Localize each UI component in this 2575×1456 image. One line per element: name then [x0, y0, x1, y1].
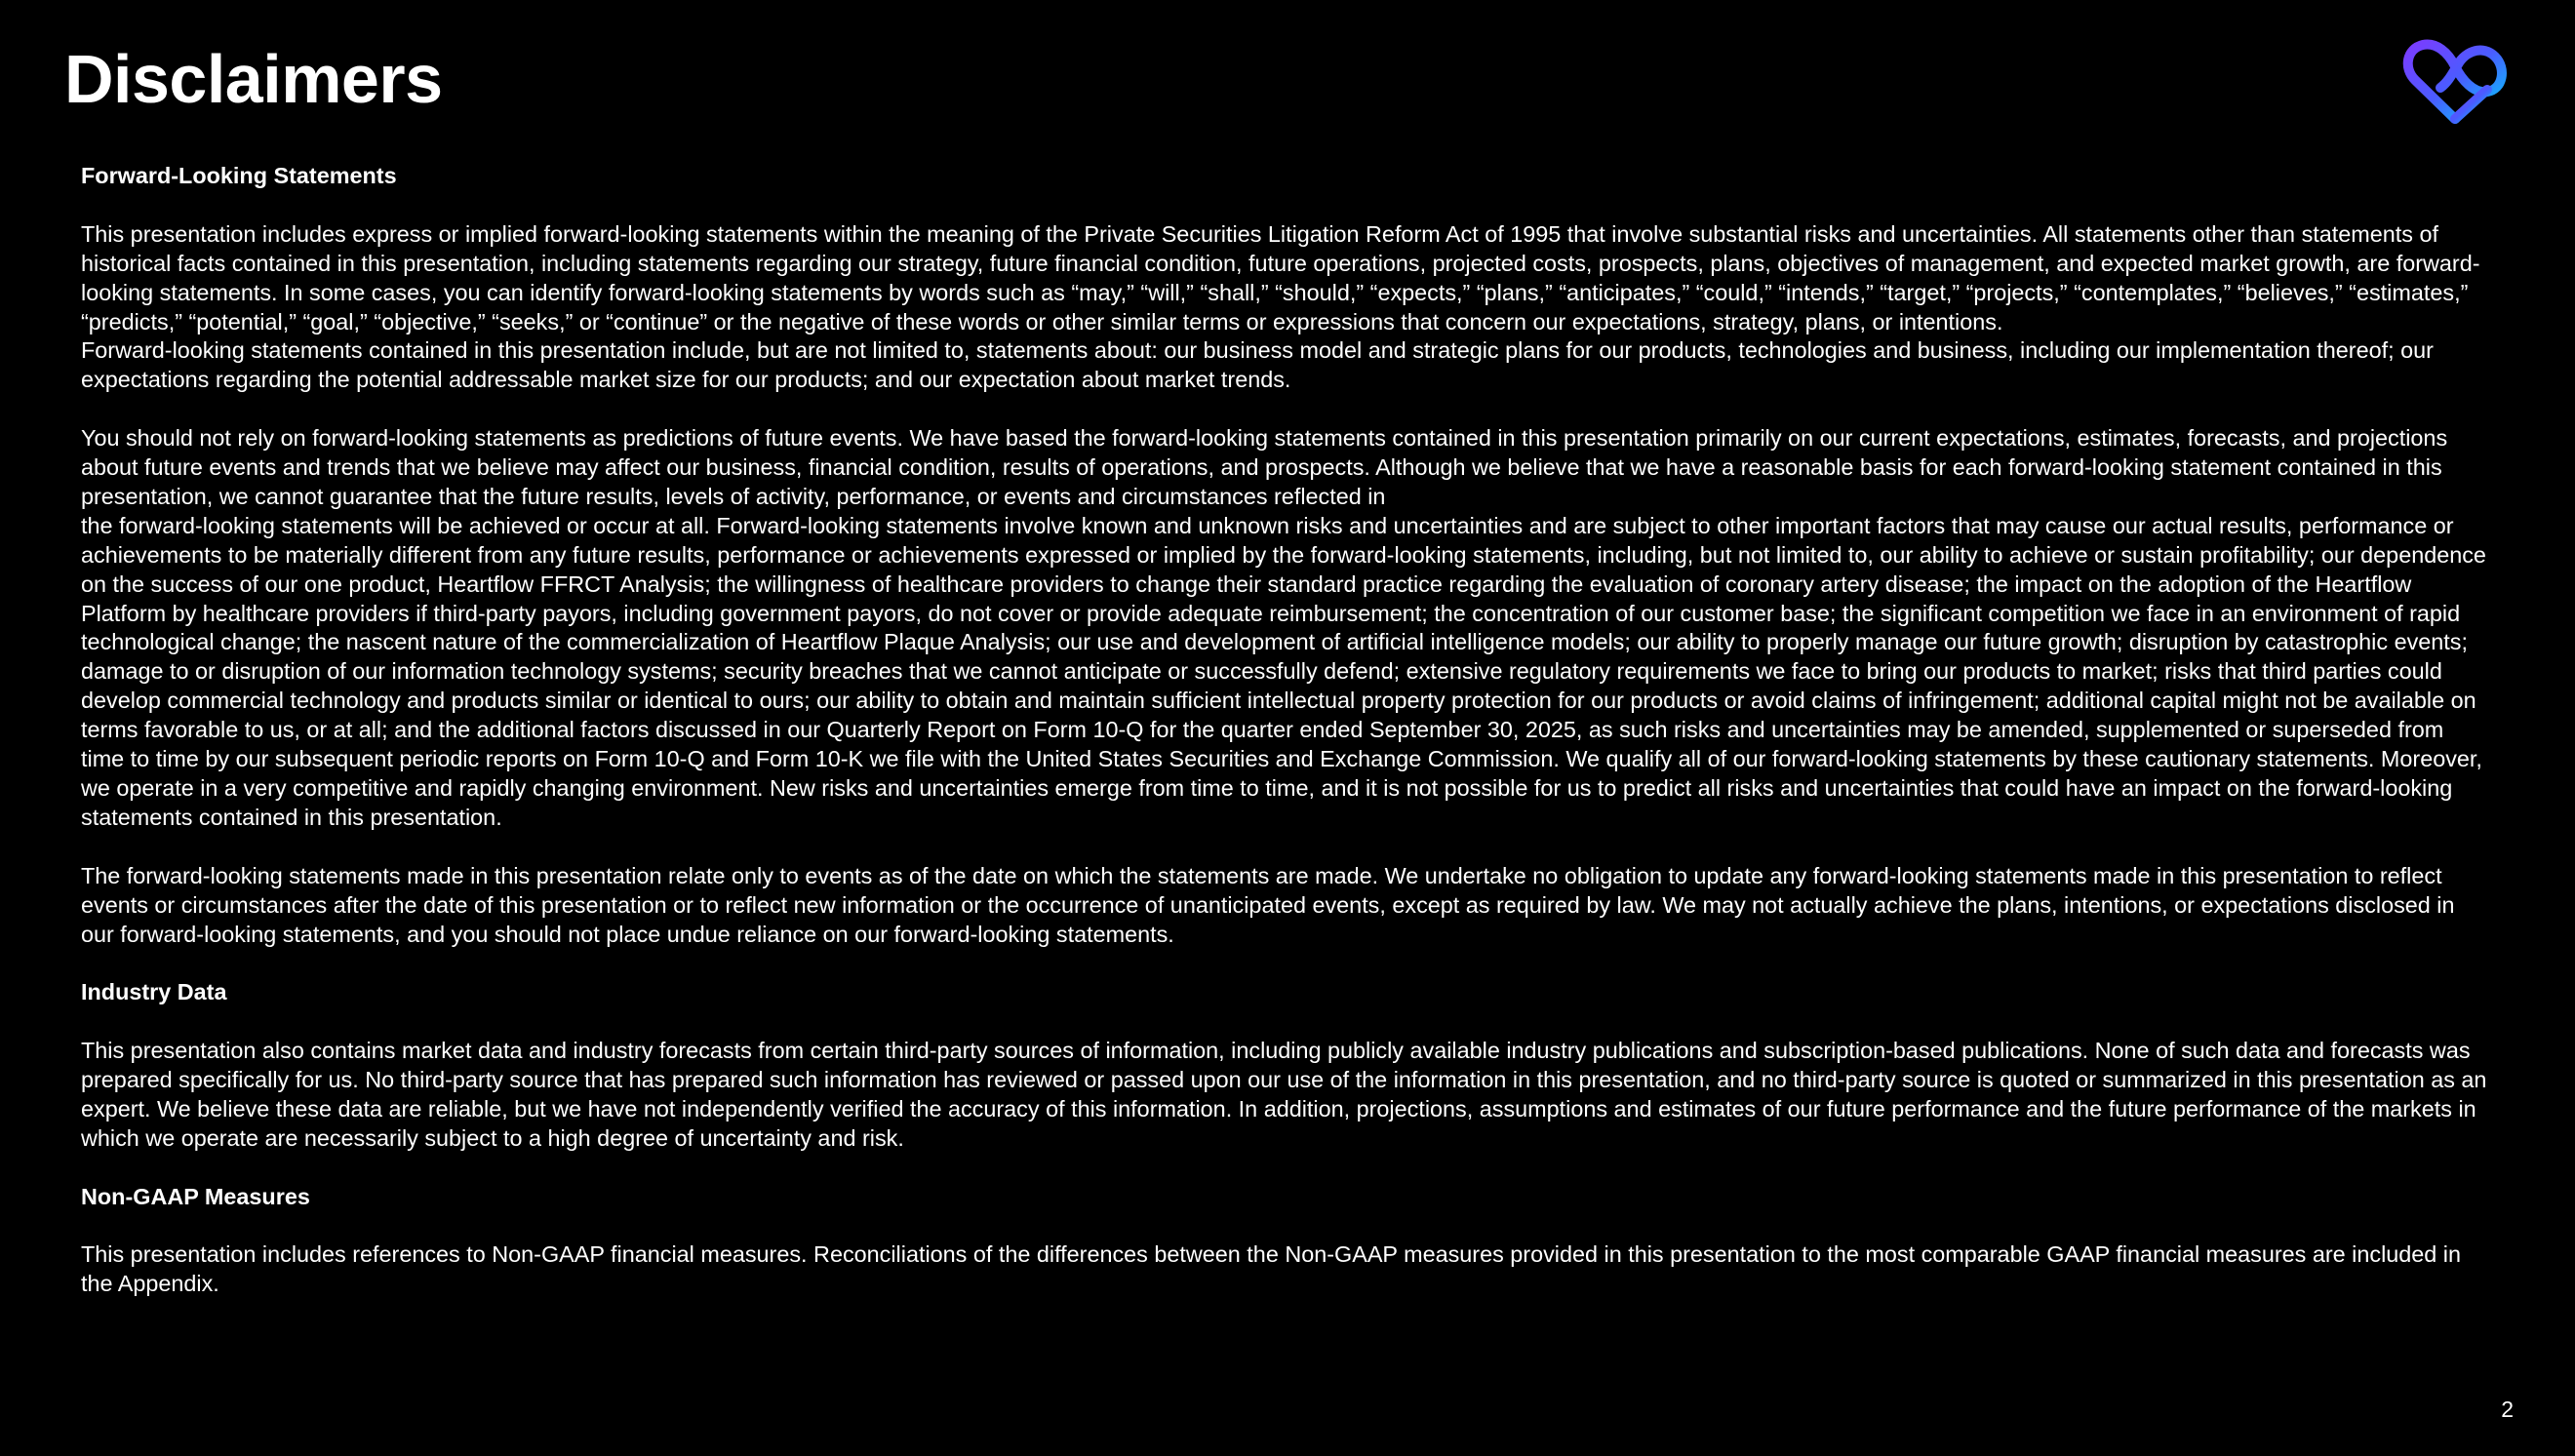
spacer — [81, 949, 2490, 978]
non-gaap-paragraph: This presentation includes references to Non-GAAP financial measures. Reconciliations of the differences between the Non-GAAP measures provided in this presentation to the most comparable GAAP financial measures are included in the Appendix. — [81, 1241, 2462, 1297]
forward-looking-paragraph-3b: the forward-looking statements will be achieved or occur at all. Forward-looking statements involve known and unknown risks and uncertainties and are subject to other important factors that may cause our actual results, performance or achievements to be materially different from any future results, performance or achievements expressed or implied by the forward-looking statements, including, but not limited to, our ability to achieve or sustain profitability; our dependence on the success of our one product, Heartflow FFRCT Analysis; the willingness of healthcare providers to change their standard practice regarding the evaluation of coronary artery disease; the impact on the adoption of the Heartflow Platform by healthcare providers if third-party payors, including government payors, do not cover or provide adequate reimbursement; the concentration of our customer base; the significant competition we face in an environment of rapid technological change; the nascent nature of the commercialization of Heartflow Plaque Analysis; our use and development of artificial intelligence models; our ability to properly manage our future growth; disruption by catastrophic events; damage to or disruption of our information technology systems; security breaches that we cannot anticipate or successfully defend; extensive regulatory requirements we face to bring our products to market; risks that third parties could develop commercial technology and products similar or identical to ours; our ability to obtain and maintain sufficient intellectual property protection for our products or avoid claims of infringement; additional capital might not be available on terms favorable to us, or at all; and the additional factors discussed in our Quarterly Report on Form 10-Q for the quarter ended September 30, 2025, as such risks and uncertainties may be amended, supplemented or superseded from time to time by our subsequent periodic reports on Form 10-Q and Form 10-K we file with the United States Securities and Exchange Commission. We qualify all of our forward-looking statements by these cautionary statements. Moreover, we operate in a very competitive and rapidly changing environment. New risks and uncertainties emerge from time to time, and it is not possible for us to predict all risks and uncertainties that could have an impact on the forward-looking statements contained in this presentation. — [81, 512, 2486, 830]
forward-looking-paragraph-3a: You should not rely on forward-looking statements as predictions of future events. We have based the forward-looking statements contained in this presentation primarily on our current expectations, estimates, forecasts, and projections about future events and trends that we believe may affect our business, financial condition, results of operations, and prospects. Although we believe that we have a reasonable basis for each forward-looking statement contained in this presentation, we cannot guarantee that the future results, levels of activity, performance, or events and circumstances reflected in — [81, 425, 2448, 509]
industry-data-heading: Industry Data — [81, 979, 227, 1005]
spacer — [81, 833, 2490, 862]
heartflow-logo-icon — [2397, 35, 2513, 129]
disclaimer-body — [81, 162, 2490, 1299]
heart-loop-icon — [2397, 35, 2513, 129]
spacer — [81, 395, 2490, 424]
forward-looking-paragraph-2: Forward-looking statements contained in this presentation include, but are not limited to, statements about: our business model and strategic plans for our products, technologies and business, including our implementation thereof; our expectations regarding the potential addressable market size for our products; and our expectation about market trends. — [81, 337, 2434, 393]
spacer — [81, 191, 2490, 220]
industry-data-paragraph: This presentation also contains market data and industry forecasts from certain third-party sources of information, including publicly available industry publications and subscription-based publications. None of such data and forecasts was prepared specifically for us. No third-party source that has prepared such information has reviewed or passed upon our use of the information in this presentation, and no third-party source is quoted or summarized in this presentation as an expert. We believe these data are reliable, but we have not independently verified the accuracy of this information. In addition, projections, assumptions and estimates of our future performance and the future performance of the markets in which we operate are necessarily subject to a high degree of uncertainty and risk. — [81, 1038, 2487, 1151]
page-title: Disclaimers — [64, 41, 443, 117]
spacer — [81, 1007, 2490, 1037]
non-gaap-heading: Non-GAAP Measures — [81, 1183, 310, 1209]
spacer — [81, 1154, 2490, 1183]
forward-looking-heading: Forward-Looking Statements — [81, 163, 397, 188]
spacer — [81, 1212, 2490, 1241]
forward-looking-paragraph-1: This presentation includes express or implied forward-looking statements within the meaning of the Private Securities Litigation Reform Act of 1995 that involve substantial risks and uncertainties. All statements other than statements of historical facts contained in this presentation, including statements regarding our strategy, future financial condition, future operations, projected costs, prospects, plans, objectives of management, and expected market growth, are forward-looking statements. In some cases, you can identify forward-looking statements by words such as “may,” “will,” “shall,” “should,” “expects,” “plans,” “anticipates,” “could,” “intends,” “target,” “projects,” “contemplates,” “believes,” “estimates,” “predicts,” “potential,” “goal,” “objective,” “seeks,” or “continue” or the negative of these words or other similar terms or expressions that concern our expectations, strategy, plans, or intentions. — [81, 220, 2480, 334]
forward-looking-paragraph-4: The forward-looking statements made in this presentation relate only to events as of the date on which the statements are made. We undertake no obligation to update any forward-looking statements made in this presentation to reflect events or circumstances after the date of this presentation or to reflect new information or the occurrence of unanticipated events, except as required by law. We may not actually achieve the plans, intentions, or expectations disclosed in our forward-looking statements, and you should not place undue reliance on our forward-looking statements. — [81, 862, 2455, 947]
page-number: 2 — [2501, 1397, 2514, 1422]
